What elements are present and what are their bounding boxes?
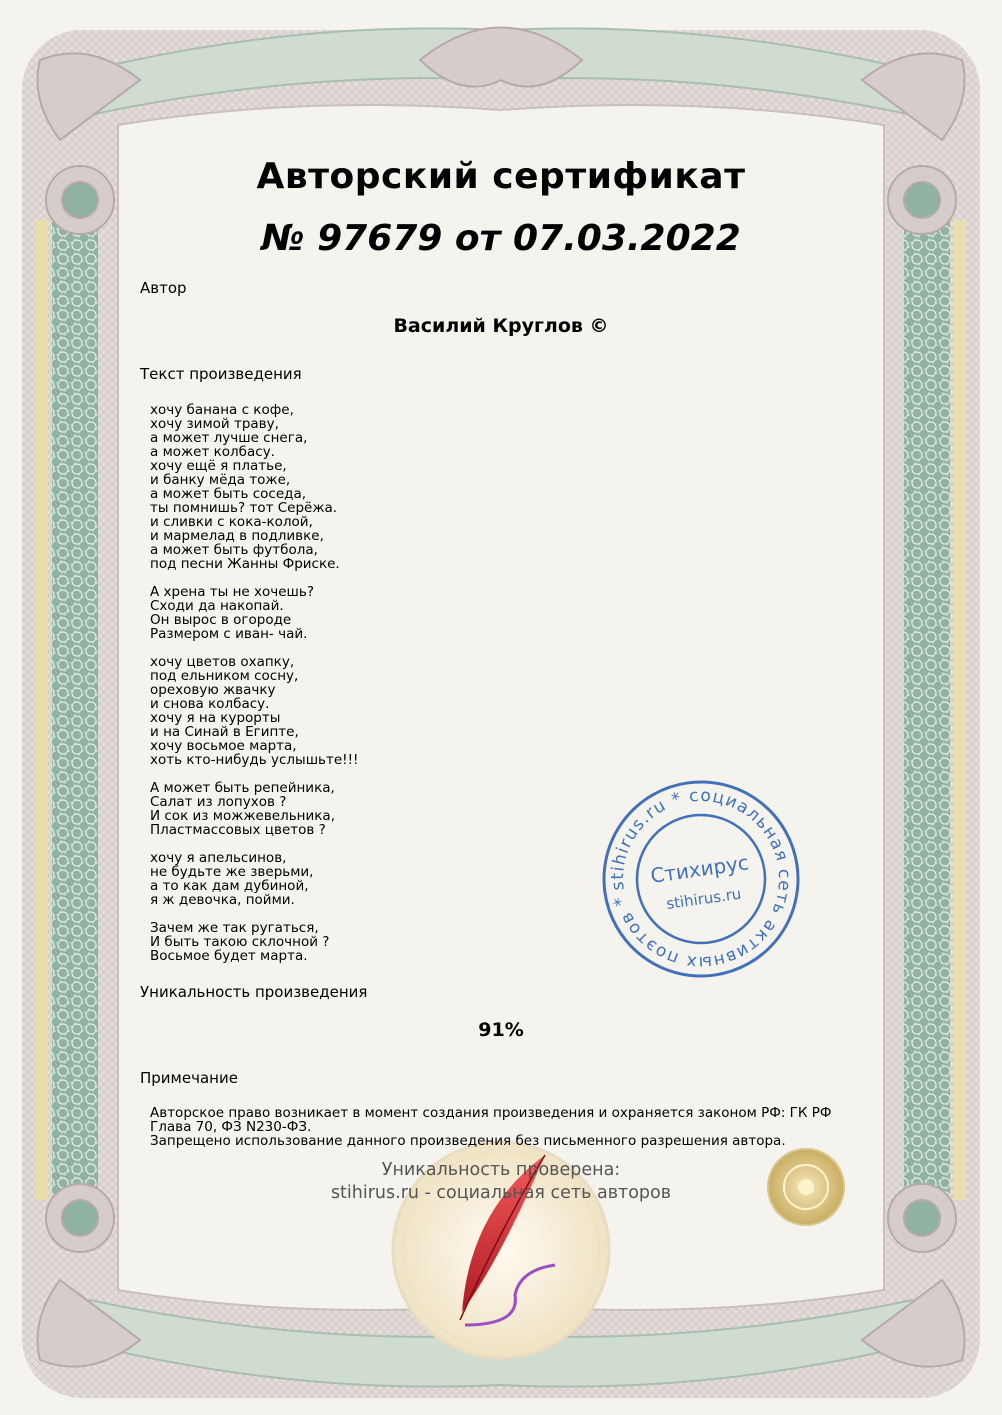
note-label: Примечание <box>140 1069 238 1087</box>
poem-text: хочу банана с кофе, хочу зимой траву, а может лучше снега, а может колбасу. хочу ещё я платье, и банку мёда тоже, а может быть соседа, ты помнишь? тот Серёжа. и сливки с кока-колой, и мармелад в подливке, а может быть футбола, под песни Жанны Фриске. А хрена ты не хочешь? Сходи да накопай. Он вырос в огороде Размером с иван- чай. хочу цветов охапку, под ельником сосну, ореховую жвачку и снова колбасу. хочу я на курорты и на Синай в Египте, хочу восьмое марта, хоть кто-нибудь услышьте!!! А может быть репейника, Салат из лопухов ? И сок из можжевельника, Пластмассовых цветов ? хочу я апельсинов, не будьте же зверьми, а то как дам дубиной, я ж девочка, пойми. Зачем же так ругаться, И быть такою склочной ? Восьмое будет марта. <box>150 402 359 964</box>
stamp-icon <box>598 776 804 982</box>
author-label: Автор <box>140 279 187 297</box>
note-line: Запрещено использование данного произведения без письменного разрешения автора. <box>150 1133 786 1149</box>
stamp-sub: stihirus.ru <box>665 884 743 913</box>
certificate-title: Авторский сертификат <box>256 156 746 197</box>
right-band <box>904 210 950 1210</box>
text-label: Текст произведения <box>140 365 302 383</box>
uniqueness-value: 91% <box>478 1019 524 1041</box>
note-text <box>150 1106 850 1148</box>
checked-line-1: Уникальность проверена: <box>381 1160 621 1180</box>
right-gold-strip <box>954 220 966 1200</box>
note-line: Авторское право возникает в момент создания произведения и охраняется законом РФ: ГК РФ Глава 70, ФЗ N230-ФЗ. <box>150 1105 832 1135</box>
checked-line-2: stihirus.ru - социальная сеть авторов <box>330 1183 672 1203</box>
left-band <box>52 210 98 1210</box>
author-name: Василий Круглов © <box>393 315 609 337</box>
uniqueness-checked <box>0 1159 1002 1205</box>
certificate-number: № 97679 от 07.03.2022 <box>261 218 741 259</box>
left-gold-strip <box>36 220 48 1200</box>
uniqueness-label: Уникальность произведения <box>140 983 368 1001</box>
stamp-ring-text: stihirus.ru * социальная сеть активных поэтов * <box>607 785 795 973</box>
stamp-title: Стихирус <box>648 850 751 888</box>
